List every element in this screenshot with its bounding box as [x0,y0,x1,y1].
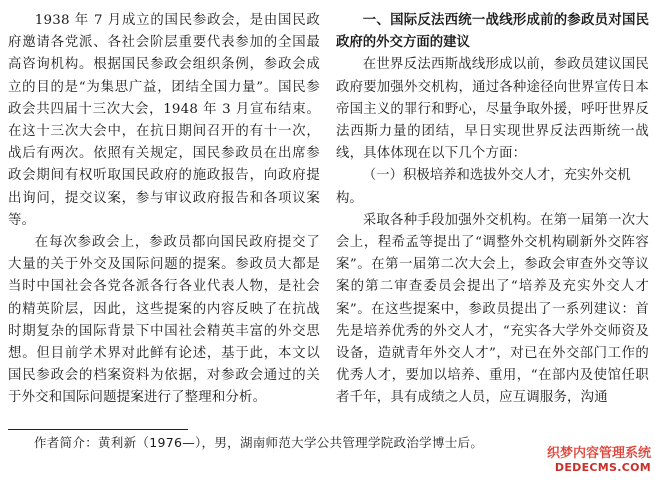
site-watermark [509,446,651,474]
body-paragraph: 在每次参政会上，参政员都向国民政府提交了大量的关于外交及国际问题的提案。参政员大都是当时中国社会各党各派各行各业代表人物，是社会的精英阶层，因此，这些提案的内容反映了在抗战时期复杂的国际背景下中国社会精英丰富的外交思想。但目前学术界对此鲜有论述，基于此，本文以国民参政会的档案资料为依据，对参政会通过的关于外交和国际问题提案进行了整理和分析。 [8,235,320,406]
section-heading: 一、国际反法西统一战线形成前的参政员对国民政府的外交方面的建议 [336,13,649,51]
body-paragraph: 在世界反法西斯战线形成以前，参政员建议国民政府要加强外交机构，通过各种途径向世界宣传日本帝国主义的罪行和野心，尽量争取外援，呼吁世界反法西斯力量的团结，早日实现世界反法西斯统一战线，具体体现在以下几个方面： [336,57,649,162]
body-paragraph: 1938 年 7 月成立的国民参政会，是由国民政府邀请各党派、各社会阶层重要代表参加的全国最高咨询机构。根据国民参政会组织条例，参政会成立的目的是“为集思广益，团结全国力量”。国民参政会共四届十三次大会，1948 年 3 月宣布结束。在这十三次大会中，在抗日期间召开的有十一次，战后有两次。依照有关规定，国民参政员在出席参政会期间有权听取国民政府的施政报告，向政府提出询问，提交议案，参与审议政府报告和各项议案等。 [8,13,320,228]
watermark-url: DEDECMS.COM [554,461,651,474]
watermark-title: 织梦内容管理系统 [546,446,651,461]
right-column [336,10,649,410]
subsection-heading: （一）积极培养和选拔外交人才，充实外交机构。 [336,168,631,206]
left-column [8,10,320,410]
footnote-divider [8,429,188,430]
body-paragraph: 采取各种手段加强外交机构。在第一届第一次大会上，程希孟等提出了“调整外交机构刷新外交阵容案”。在第一届第二次大会上，参政会审查外交等议案的第二审查委员会提出了“培养及充实外交人才案”。在这些提案中，参政员提出了一系列建议：首先是培养优秀的外交人才，“充实各大学外交师资及设备，造就青年外交人才”，对已在外交部门工作的优秀人才，要加以培养、重用，“在部内及使馆任职者千年，具有成绩之人员，应互调服务，沟通 [336,212,649,406]
author-footnote: 作者简介：黄利新（1976—），男，湖南师范大学公共管理学院政治学博士后。 [34,435,484,450]
